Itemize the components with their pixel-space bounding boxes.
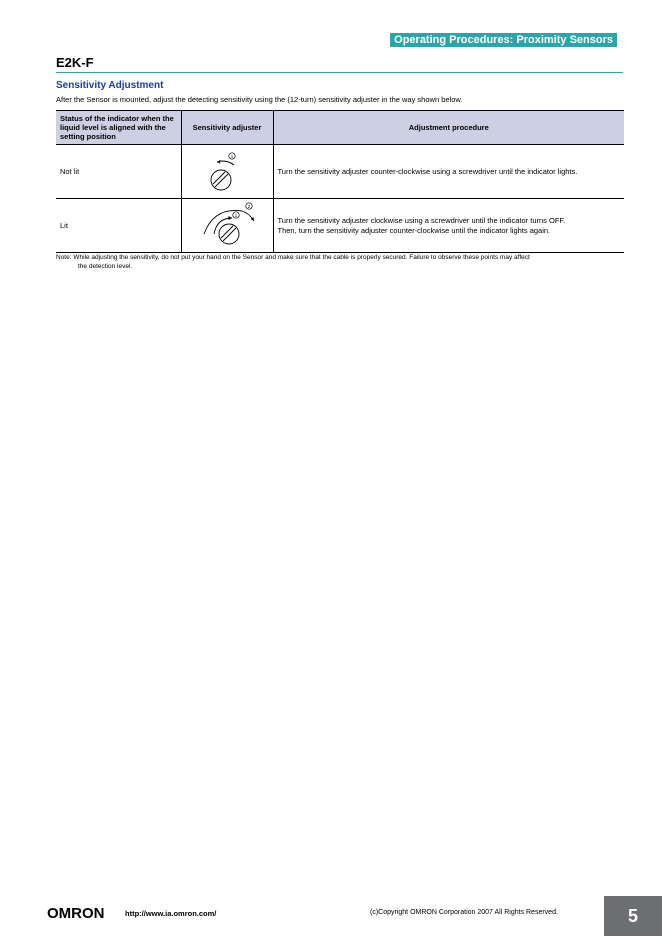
adjustment-table: [56, 110, 624, 253]
header-adjuster: Sensitivity adjuster: [181, 111, 273, 145]
procedure-line-2: Then, turn the sensitivity adjuster counter-clockwise until the indicator lights again.: [277, 225, 551, 235]
adjuster-cell: [181, 199, 273, 253]
counter-clockwise-adjuster-icon: [197, 146, 257, 196]
table-row: [56, 199, 624, 253]
section-banner: Operating Procedures: Proximity Sensors: [390, 33, 617, 47]
footer-url-link[interactable]: http://www.ia.omron.com/: [125, 909, 217, 918]
footer-copyright: (c)Copyright OMRON Corporation 2007 All Rights Reserved.: [370, 909, 558, 916]
page-number: 5: [604, 896, 662, 936]
intro-text: After the Sensor is mounted, adjust the detecting sensitivity using the (12-turn) sensitivity adjuster in the way shown below.: [56, 95, 463, 104]
table-row: [56, 145, 624, 199]
procedure-line-1: Turn the sensitivity adjuster clockwise using a screwdriver until the indicator turns OFF.: [277, 215, 566, 225]
title-divider: [56, 72, 623, 73]
procedure-cell: Turn the sensitivity adjuster counter-clockwise using a screwdriver until the indicator lights.: [273, 145, 624, 199]
procedure-cell: [273, 199, 624, 253]
note-line-1: Note: While adjusting the sensitivity, do not put your hand on the Sensor and make sure that the cable is properly secured. Failure to observe these points may affect: [56, 254, 530, 261]
product-title: E2K-F: [56, 55, 94, 70]
clockwise-then-counter-clockwise-adjuster-icon: [192, 200, 262, 250]
status-cell: Lit: [60, 221, 68, 230]
status-cell: Not lit: [56, 145, 181, 199]
note-line-2: the detection level.: [78, 263, 133, 270]
header-procedure: Adjustment procedure: [273, 111, 624, 145]
header-status: Status of the indicator when the liquid level is aligned with the setting position: [56, 111, 181, 145]
table-header-row: [56, 111, 624, 145]
section-heading: Sensitivity Adjustment: [56, 80, 164, 91]
adjuster-cell: [181, 145, 273, 199]
omron-logo: OMRON: [47, 905, 105, 922]
step-mark-1: 1: [230, 153, 234, 159]
note: [56, 253, 626, 271]
step-mark-1: 1: [234, 212, 238, 218]
step-mark-2: 2: [247, 203, 251, 209]
